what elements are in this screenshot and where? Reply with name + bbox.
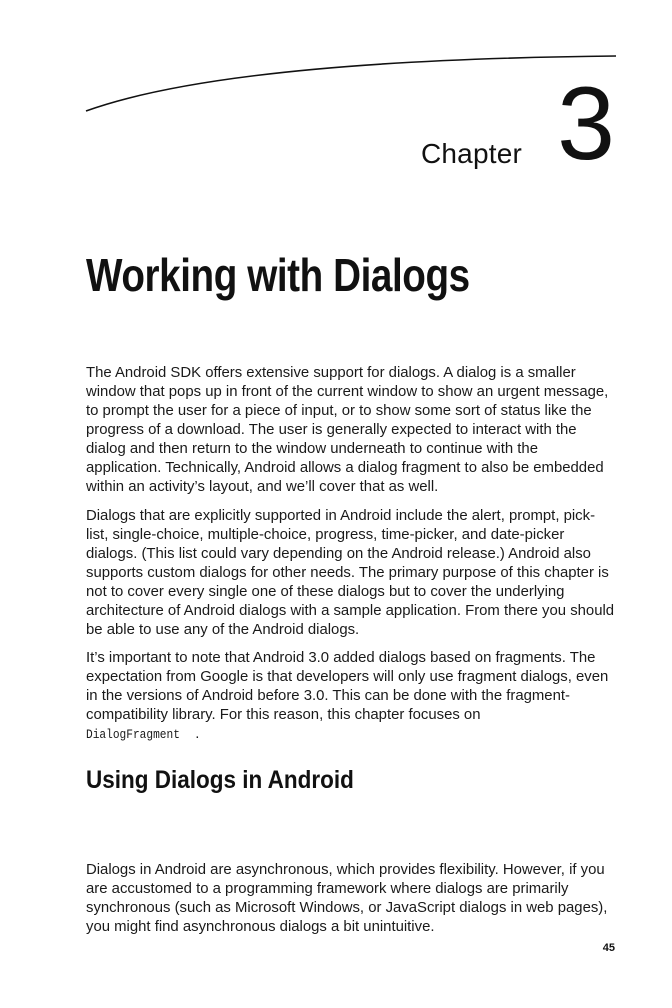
code-dialogfragment: DialogFragment <box>86 727 180 742</box>
chapter-number: 3 <box>557 66 615 182</box>
paragraph-async: Dialogs in Android are asynchronous, which provides flexibility. However, if you are accustomed to a programming framework where dialogs are primarily synchronous (such as Microsoft Windows, or JavaScript dialogs in web pages), you might find asynchronous dialogs a bit unintuitive. <box>86 862 608 935</box>
paragraph-intro: The Android SDK offers extensive support for dialogs. A dialog is a smaller window that pops up in front of the current window to show an urgent message, to prompt the user for a piece of input, or to show some sort of status like the progress of a download. The user is generally expected to interact with the dialog and then return to the window underneath to continue with the application. Technically, Android allows a dialog fragment to also be embedded within an activity’s layout, and we’ll cover that as well. <box>86 365 609 495</box>
chapter-label: Chapter <box>420 138 522 169</box>
paragraph-fragments-text: It’s important to note that Android 3.0 added dialogs based on fragments. The expectation from Google is that developers will only use fragment dialogs, even in the versions of Android before 3.0. This can be done with the fragment-compatibility library. For this reason, this chapter focuses on <box>86 650 609 723</box>
paragraph-fragments-end: . <box>195 726 200 742</box>
section-heading: Using Dialogs in Android <box>86 766 354 794</box>
page-number: 45 <box>602 942 615 954</box>
paragraph-fragments <box>86 649 616 744</box>
chapter-title: Working with Dialogs <box>86 249 470 301</box>
paragraph-dialog-types: Dialogs that are explicitly supported in Android include the alert, prompt, pick-list, single-choice, multiple-choice, progress, time-picker, and date-picker dialogs. (This list could vary depending on the Android release.) Android also supports custom dialogs for other needs. The primary purpose of this chapter is not to cover every single one of these dialogs but to cover the underlying architecture of Android dialogs with a sample application. From there you should be able to use any of the Android dialogs. <box>86 508 615 638</box>
